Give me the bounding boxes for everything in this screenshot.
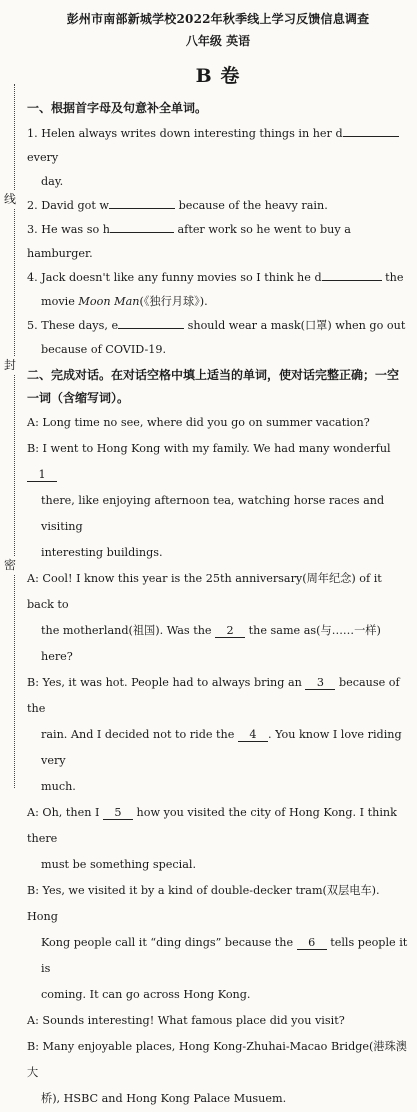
dialogue-line: A: Oh, then I 5 how you visited the city of Hong Kong. I think there must be something special. xyxy=(27,806,397,871)
question-5: 5. These days, e should wear a mask(口罩) when go out because of COVID-19. xyxy=(27,314,409,362)
question-1: 1. Helen always writes down interesting things in her d every day. xyxy=(27,122,409,194)
margin-word-secret: 密 xyxy=(4,558,17,572)
question-3: 3. He was so h after work so he went to buy a hamburger. xyxy=(27,218,409,266)
part2-title-line2: 一词（含缩写词）。 xyxy=(27,391,130,405)
dialogue-line: B: Yes, it was hot. People had to always bring an 3 because of the rain. And I decided not to ride the 4 . You know I love riding very much. xyxy=(27,676,402,793)
question-2: 2. David got w because of the heavy rain. xyxy=(27,194,409,218)
dialogue-line: B: I went to Hong Kong with my family. We had many wonderful 1 there, like enjoying afternoon tea, watching horse races and visiting interesting buildings. xyxy=(27,442,391,559)
answer-blank-3[interactable]: 3 xyxy=(305,676,335,690)
answer-blank-4[interactable]: 4 xyxy=(238,728,268,742)
answer-blank[interactable] xyxy=(118,315,184,329)
dialogue xyxy=(27,410,409,1112)
exam-page xyxy=(27,6,409,1112)
exam-subtitle: 八年级 英语 xyxy=(185,34,251,48)
dialogue-line: A: Long time no see, where did you go on summer vacation? xyxy=(27,416,370,429)
exam-title: 彭州市南部新城学校2022年秋季线上学习反馈信息调查 xyxy=(66,12,370,26)
answer-blank-5[interactable]: 5 xyxy=(103,806,133,820)
dialogue-line: A: Cool! I know this year is the 25th anniversary(周年纪念) of it back to the motherland(祖国). Was the 2 the same as(与……一样) here? xyxy=(27,572,382,663)
answer-blank[interactable] xyxy=(110,219,174,233)
margin-word-line: 线 xyxy=(4,192,17,206)
answer-blank[interactable] xyxy=(343,123,399,137)
question-4: 4. Jack doesn't like any funny movies so I think he d the movie Moon Man(《独行月球》). xyxy=(27,266,409,314)
dialogue-line: B: Yes, we visited it by a kind of double-decker tram(双层电车). Hong Kong people call it “ding dings” because the 6 tells people it is coming. It can go across Hong Kong. xyxy=(27,884,408,1001)
answer-blank-6[interactable]: 6 xyxy=(297,936,327,950)
dialogue-line: A: Sounds interesting! What famous place did you visit? xyxy=(27,1014,345,1027)
answer-blank[interactable] xyxy=(322,267,382,281)
dialogue-line: B: Many enjoyable places, Hong Kong-Zhuhai-Macao Bridge(港珠澳大 桥), HSBC and Hong Kong Palace Musuem. xyxy=(27,1040,407,1105)
answer-blank-2[interactable]: 2 xyxy=(215,624,245,638)
part1-title: 一、根据首字母及句意补全单词。 xyxy=(27,101,208,115)
movie-title: Moon Man xyxy=(78,295,140,308)
margin-word-seal: 封 xyxy=(4,358,17,372)
section-title: B 卷 xyxy=(195,65,241,87)
answer-blank[interactable] xyxy=(109,195,175,209)
answer-blank-1[interactable]: 1 xyxy=(27,468,57,482)
part2-title-line1: 二、完成对话。在对话空格中填上适当的单词，使对话完整正确；一空 xyxy=(27,368,400,382)
